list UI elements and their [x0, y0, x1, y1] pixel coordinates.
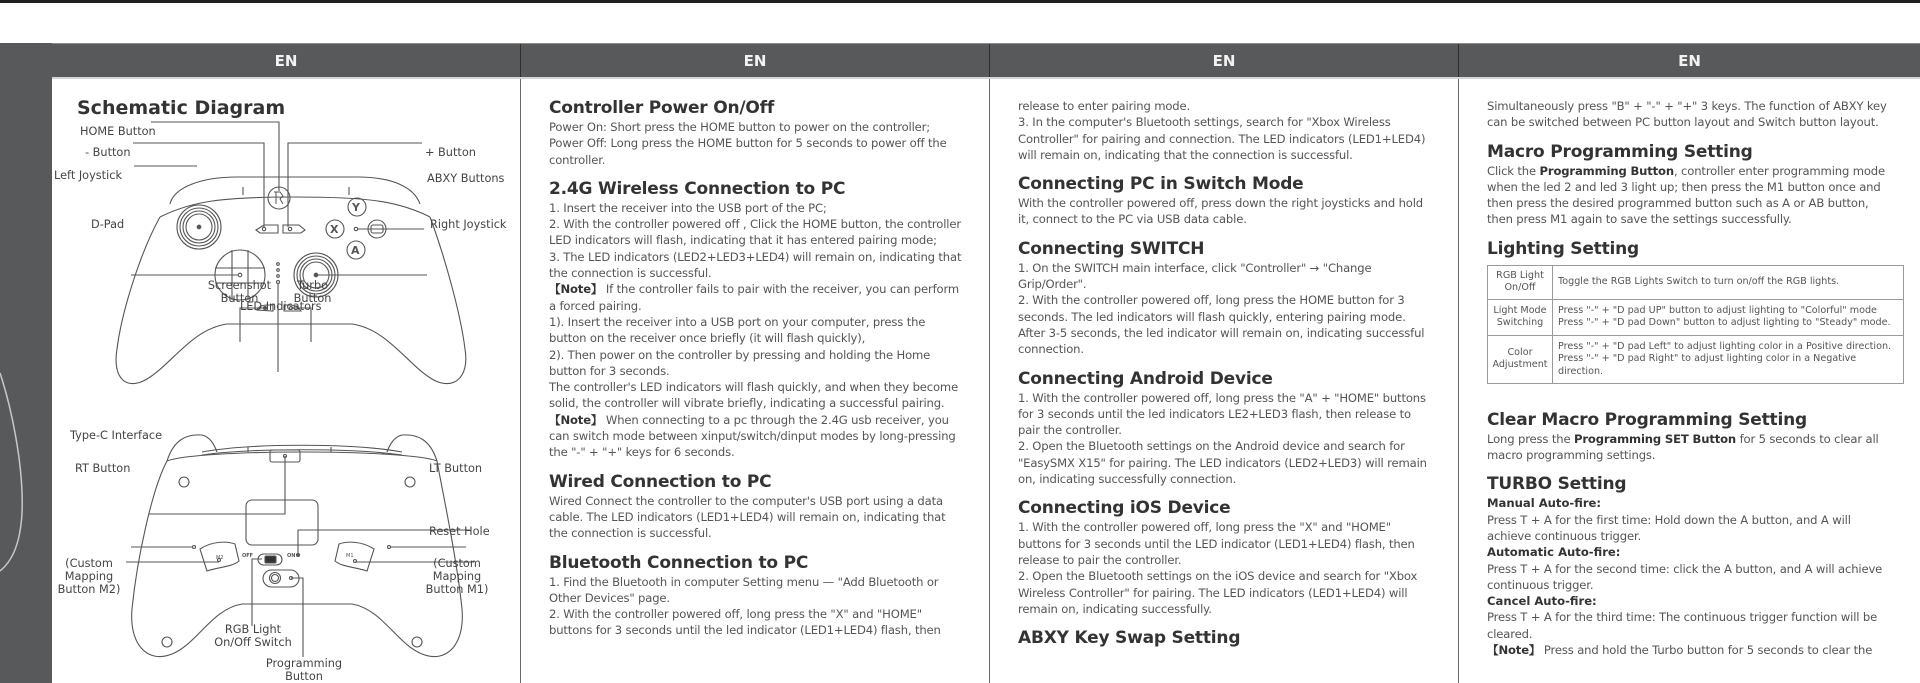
label-plus-button: + Button [425, 146, 476, 159]
plus-button-shape [283, 225, 305, 233]
language-header-4: EN [1678, 51, 1701, 70]
leader-home [151, 122, 279, 191]
svg-text:A: A [351, 244, 360, 257]
section-switch-mode-pc: Connecting PC in Switch Mode With the controller powered off, press down the right joysticks and hold it, connect to the PC via USB data cable. [1018, 174, 1432, 228]
section-lighting [1487, 239, 1894, 384]
section-abxy-swap [1018, 628, 1432, 649]
table-row: RGB Light On/Off Toggle the RGB Lights Switch to turn on/off the RGB lights. [1488, 265, 1904, 299]
page-device-connections [990, 79, 1459, 683]
language-header-row [52, 43, 1920, 79]
note: 【Note】 When connecting to a pc through the 2.4G usb receiver, you can switch mode between xinput/switch/dinput modes by long-pressing the "-" + "+" keys for 6 seconds. [549, 412, 956, 460]
label-rgb-switch: RGB Light On/Off Switch [214, 623, 292, 649]
language-header-2: EN [521, 44, 990, 77]
leader-typec [149, 456, 285, 514]
label-turbo-button: Turbo Button [293, 279, 332, 305]
section-wired: Wired Connection to PC Wired Connect the controller to the computer's USB port using a data cable. The LED indicators (LED1+LED4) will remain on, indicating that the connection is successful. [549, 472, 963, 542]
svg-text:X: X [330, 223, 339, 236]
label-typec-interface: Type-C Interface [70, 429, 163, 442]
svg-text:OFF: OFF [242, 553, 254, 559]
label-custom-m1: (Custom Mapping Button M1) [425, 557, 489, 596]
label-abxy-buttons: ABXY Buttons [427, 172, 505, 185]
label-right-joystick: Right Joystick [430, 218, 507, 231]
section-title: Bluetooth Connection to PC [549, 552, 809, 573]
section-title: 2.4G Wireless Connection to PC [549, 178, 846, 199]
section-power: Controller Power On/Off Power On: Short press the HOME button to power on the controller; Power Off: Long press the HOME button for 5 seconds to power off the controller. [549, 98, 963, 168]
led-indicators-shape [277, 263, 280, 284]
section-title: Controller Power On/Off [549, 98, 775, 118]
table-row: Light Mode Switching Press "-" + "D pad UP" button to adjust lighting to "Colorful" mode Press "-" + "D pad Down" button to adjust lighting to "Steady" mode. [1488, 299, 1904, 335]
language-header-1: EN [52, 44, 521, 77]
section-wireless: 2.4G Wireless Connection to PC 1. Insert the receiver into the USB port of the PC; 2. With the controller powered off , Click the HOME button, the controller LED indicators will flash, indicating that it has entered pairing mode; 3. The LED indicators (LED2+LED3+LED4) will remain on, indicating that the connection is successful. 【Note】 If the controller fails to pair with the receiver, you can perform a forced pairing. 1). Insert the receiver into a USB port on your computer, press the button on the receiver once briefly (it will flash quickly), 2). Then power on the controller by pressing and holding the Home button for 3 seconds. The controller's LED indicators will flash quickly, and when they become solid, the controller will vibrate briefly, indicating a successful pairing. 【Note】 When connecting to a pc through the 2.4G usb receiver, you can switch mode between xinput/switch/dinput modes by long-pressing the "-" + "+" keys for 6 seconds. [549, 178, 962, 460]
label-reset-hole: Reset Hole [429, 525, 490, 538]
left-page-edge [0, 43, 52, 683]
section-turbo: TURBO Setting Manual Auto-fire: Press T + A for the first time: Hold down the A button, and A will achieve continuous trigger. Automatic Auto-fire: Press T + A for the second time: click the A button, and A will achieve continuous trigger. Cancel Auto-fire: Press T + A for the third time: The continuous trigger function will be cleared. 【Note】 Press and hold the Turbo button for 5 seconds to clear the [1487, 474, 1894, 658]
back-controller-outline [132, 435, 463, 657]
label-lt-button: LT Button [429, 462, 483, 475]
note-label: 【Note】 [549, 412, 603, 427]
svg-text:Y: Y [352, 201, 360, 214]
section-title: Macro Programming Setting [1487, 141, 1753, 162]
left-joystick-shape [177, 205, 221, 249]
language-header-3: EN [990, 44, 1459, 77]
m1-button-shape [335, 542, 374, 571]
section-title: ABXY Key Swap Setting [1018, 628, 1241, 649]
label-screenshot-button: Screenshot Button [207, 279, 272, 305]
label-rt-button: RT Button [75, 462, 131, 475]
label-home-button: HOME Button [80, 125, 156, 138]
note-label: 【Note】 [549, 282, 603, 297]
section-title: TURBO Setting [1487, 474, 1627, 495]
lighting-table [1487, 265, 1904, 384]
abxy-continuation: Simultaneously press "B" + "-" + "+" 3 keys. The function of ABXY key can be switched between PC button layout and Switch button layout. [1487, 99, 1887, 130]
label-minus-button: - Button [85, 146, 131, 159]
leader-screenshot [240, 308, 265, 342]
section-title: Connecting SWITCH [1018, 238, 1205, 259]
section-title: Connecting PC in Switch Mode [1018, 174, 1304, 195]
minus-button-shape [256, 225, 278, 233]
label-dpad: D-Pad [91, 218, 125, 231]
back-panel-shape [246, 500, 318, 545]
page-title: Schematic Diagram [77, 97, 286, 119]
section-title: Connecting iOS Device [1018, 498, 1231, 519]
section-clear-macro: Clear Macro Programming Setting Long press the Programming SET Button for 5 seconds to clear all macro programming settings. [1487, 410, 1894, 464]
leader-turbo [291, 308, 311, 342]
table-row: Color Adjustment Press "-" + "D pad Left" to adjust lighting color in a Positive direction. Press "-" + "D pad Right" to adjust lighting color in a Negative direction. [1488, 335, 1904, 383]
label-custom-m2: (Custom Mapping Button M2) [57, 557, 121, 596]
section-title: Wired Connection to PC [549, 471, 772, 492]
section-android: Connecting Android Device 1. With the controller powered off, long press the "A" + "HOME" buttons for 3 seconds until the led indicators LE2+LED3 flash, then release to pair the controller. 2. Open the Bluetooth settings on the Android device and search for "EasySMX X15" for pairing. The LED indicators (LED2+LED3) will remain on, indicating successfully connection. [1018, 369, 1432, 488]
label-led-indicators: LED Indicators [240, 300, 322, 313]
top-border [0, 0, 1920, 3]
svg-text:M1: M1 [346, 553, 354, 559]
leader-rgb [252, 559, 262, 626]
section-title: Clear Macro Programming Setting [1487, 409, 1807, 430]
section-bluetooth: Bluetooth Connection to PC 1. Find the Bluetooth in computer Setting menu — "Add Bluetooth or Other Devices" page. 2. With the controller powered off, long press the "X" and "HOME" buttons for 3 seconds until the led indicator (LED1+LED4) flash, then [549, 553, 963, 639]
section-title: Lighting Setting [1487, 238, 1639, 259]
note: 【Note】 If the controller fails to pair with the receiver, you can perform a forced pairing. [549, 282, 960, 313]
svg-text:M2: M2 [216, 555, 224, 561]
svg-text:ON: ON [287, 553, 296, 559]
note: 【Note】 Press and hold the Turbo button for 5 seconds to clear the [1487, 643, 1873, 658]
section-switch: Connecting SWITCH 1. On the SWITCH main interface, click "Controller" → "Change Grip/Order". 2. With the controller powered off, long press the HOME button for 3 seconds. The led indicators will flash quickly, entering pairing mode. After 3-5 seconds, the led indicator will remain on, indicating successful connection. [1018, 239, 1432, 358]
section-macro: Macro Programming Setting Click the Programming Button, controller enter programming mode when the led 2 and led 3 light up; then press the M1 button once and then press the desired programmed button such as A or AB button, then press M1 again to save the settings successfully. [1487, 142, 1894, 228]
section-ios: Connecting iOS Device 1. With the controller powered off, long press the "X" and "HOME" buttons for 3 seconds until the LED indicator (LED1+LED4) flash, then release to pair the controller. 2. Open the Bluetooth settings on the iOS device and search for "Xbox Wireless Controller" for pairing. The LED indicators (LED1+LED4) will remain on, indicating successfully. [1018, 498, 1432, 617]
label-programming-button: Programming Button [265, 657, 343, 683]
label-left-joystick: Left Joystick [54, 169, 122, 182]
page-schematic-diagram [52, 79, 521, 683]
page-settings [1459, 79, 1920, 683]
bluetooth-continuation: release to enter pairing mode. 3. In the computer's Bluetooth settings, search for "Xbox Wireless Controller" for pairing and connection. The LED indicators (LED1+LED4) will remain on, indicating that the connection is successful. [1018, 99, 1426, 162]
section-title: Connecting Android Device [1018, 368, 1273, 389]
page-connection-instructions [521, 79, 990, 683]
